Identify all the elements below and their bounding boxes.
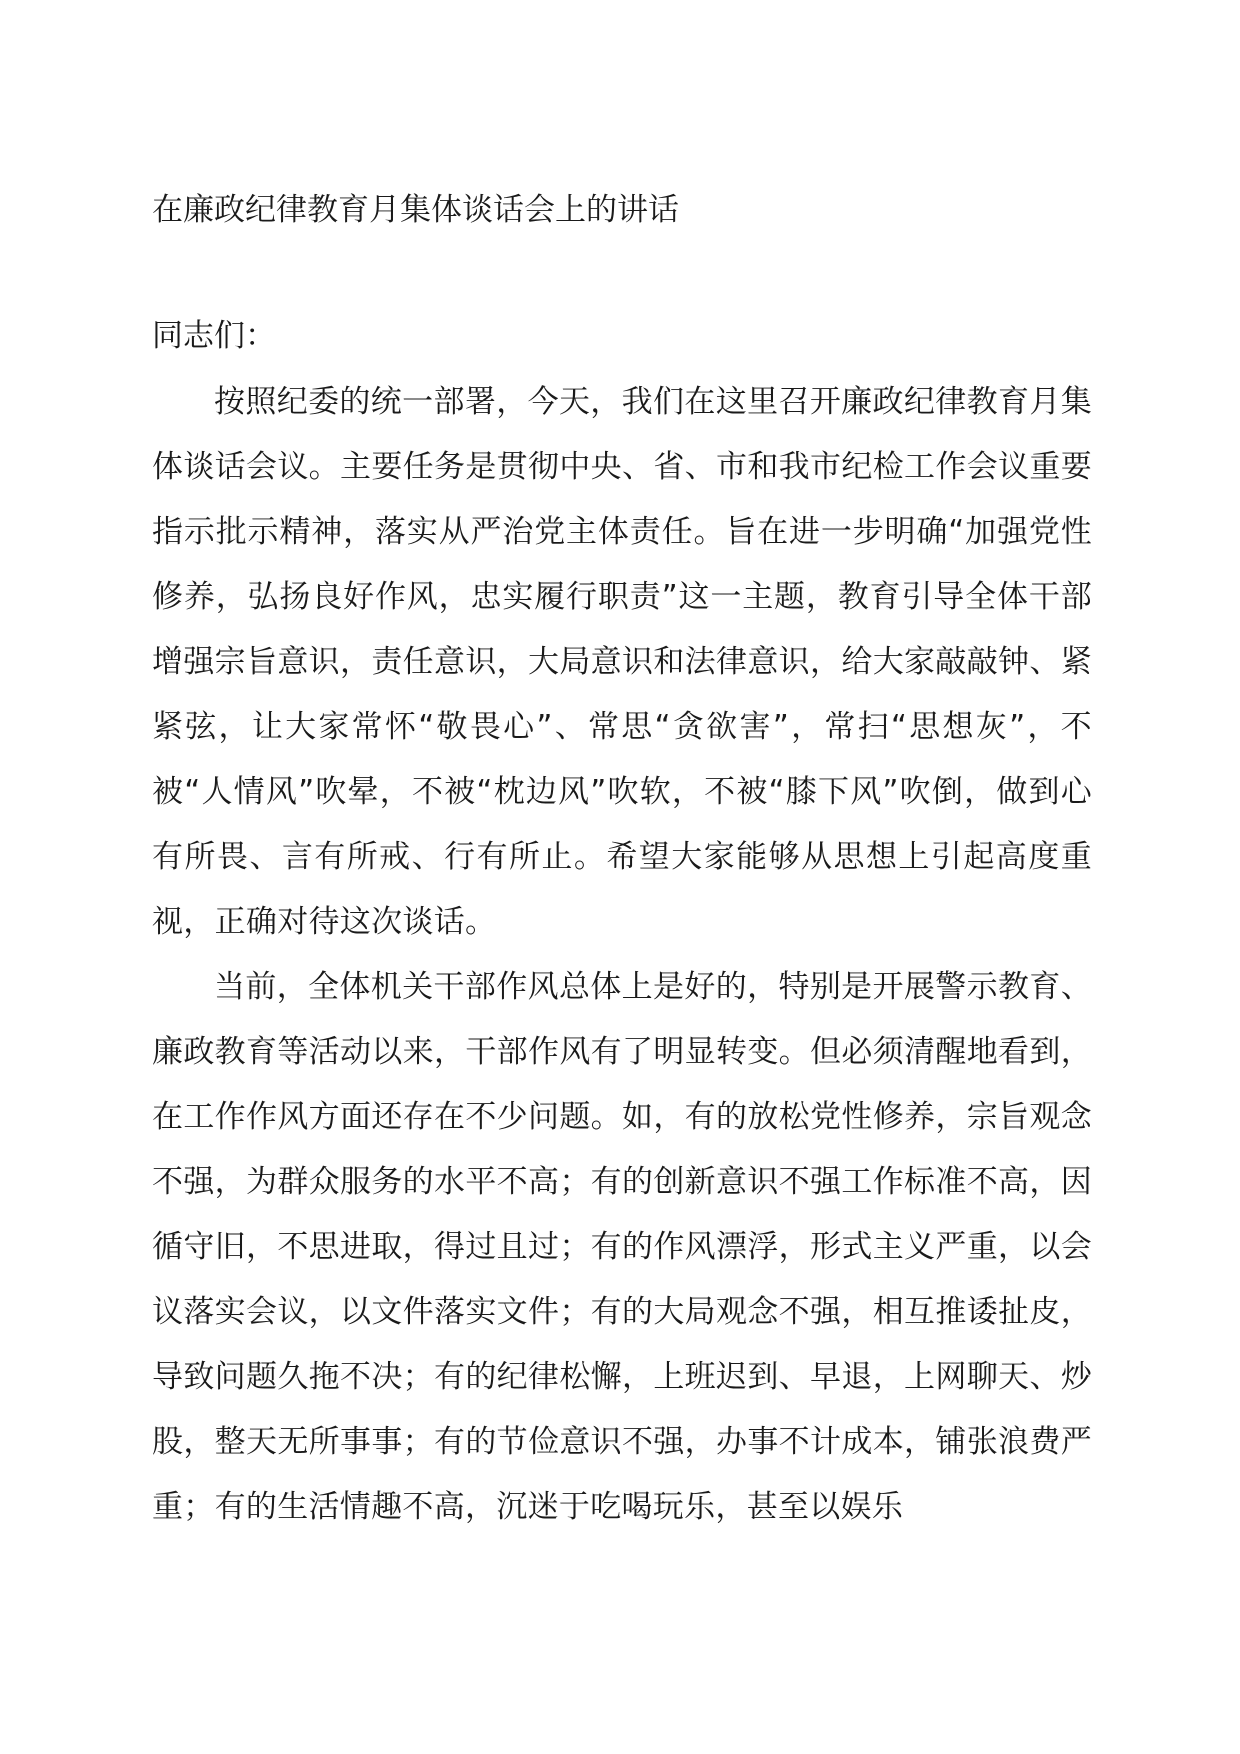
document-title: 在廉政纪律教育月集体谈话会上的讲话 [152, 192, 679, 228]
paragraph-2: 当前，全体机关干部作风总体上是好的，特别是开展警示教育、廉政教育等活动以来，干部作风有了明显转变。但必须清醒地看到，在工作作风方面还存在不少问题。如，有的放松党性修养，宗旨观念不强，为群众服务的水平不高；有的创新意识不强工作标准不高，因循守旧，不思进取，得过且过；有的作风漂浮，形式主义严重，以会议落实会议，以文件落实文件；有的大局观念不强，相互推诿扯皮，导致问题久拖不决；有的纪律松懈，上班迟到、早退，上网聊天、炒股，整天无所事事；有的节俭意识不强，办事不计成本，铺张浪费严重；有的生活情趣不高，沉迷于吃喝玩乐，甚至以娱乐 [152, 969, 1092, 1525]
paragraph-1: 按照纪委的统一部署，今天，我们在这里召开廉政纪律教育月集体谈话会议。主要任务是贯彻中央、省、市和我市纪检工作会议重要指示批示精神，落实从严治党主体责任。旨在进一步明确“加强党性修养，弘扬良好作风，忠实履行职责”这一主题，教育引导全体干部增强宗旨意识，责任意识，大局意识和法律意识，给大家敲敲钟、紧紧弦，让大家常怀“敬畏心”、常思“贪欲害”，常扫“思想灰”，不被“人情风”吹晕，不被“枕边风”吹软，不被“膝下风”吹倒，做到心有所畏、言有所戒、行有所止。希望大家能够从思想上引起高度重视，正确对待这次谈话。 [152, 384, 1092, 940]
document-body [152, 188, 1092, 1540]
salutation: 同志们： [152, 318, 276, 354]
